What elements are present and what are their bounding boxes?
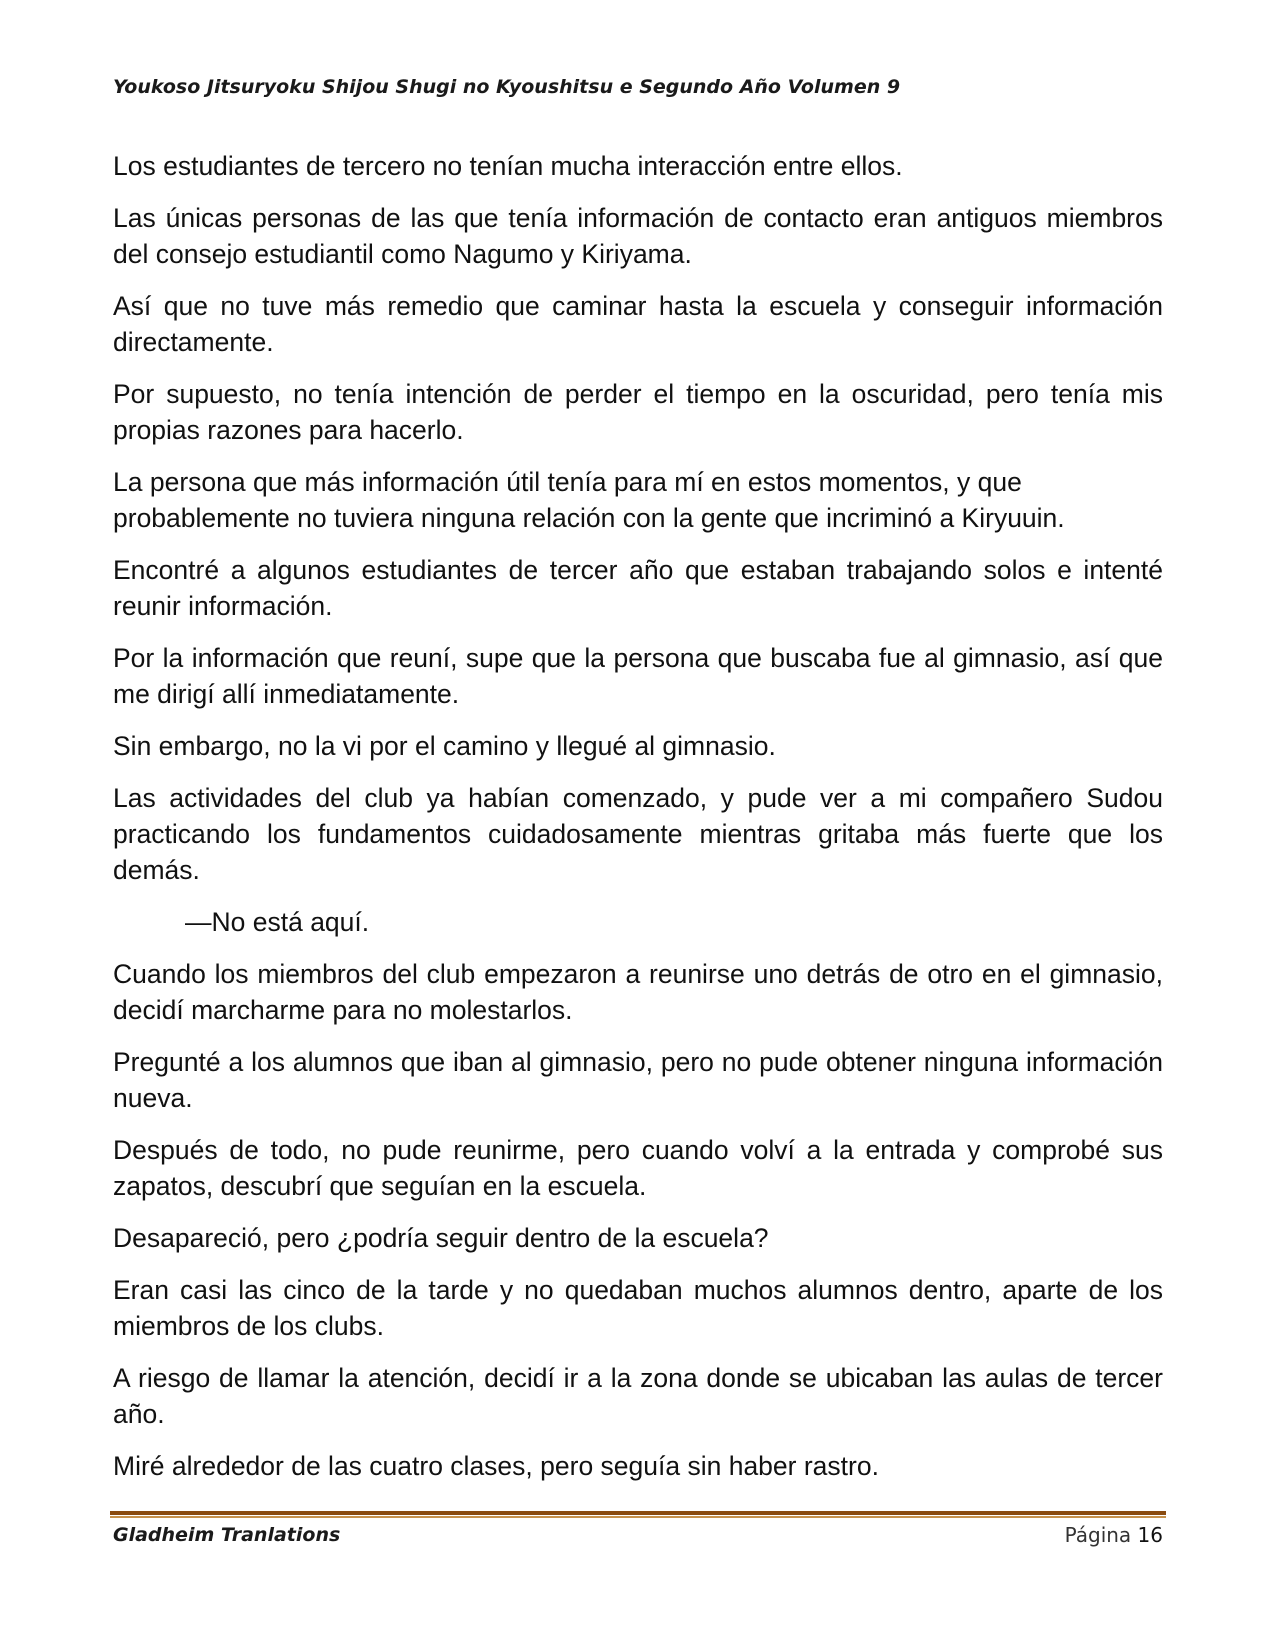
paragraph: Sin embargo, no la vi por el camino y llegué al gimnasio. [113, 731, 776, 761]
paragraph: A riesgo de llamar la atención, decidí ir a la zona donde se ubicaban las aulas de tercer año. [113, 1363, 1163, 1429]
running-header: Youkoso Jitsuryoku Shijou Shugi no Kyoushitsu e Segundo Año Volumen 9 [113, 76, 901, 98]
paragraph: Las actividades del club ya habían comenzado, y pude ver a mi compañero Sudou practicando los fundamentos cuidadosamente mientras gritaba más fuerte que los demás. [113, 783, 1163, 885]
page-indicator [1065, 1521, 1163, 1549]
footer-divider [110, 1511, 1166, 1518]
paragraph: La persona que más información útil tenía para mí en estos momentos, y que probablemente no tuviera ninguna relación con la gente que incriminó a Kiryuuin. [113, 467, 1065, 533]
footer-divider-dark-line [110, 1511, 1166, 1515]
page-number: 16 [1137, 1523, 1163, 1547]
footer-divider-light-line [110, 1516, 1166, 1518]
paragraph: Miré alrededor de las cuatro clases, pero seguía sin haber rastro. [113, 1451, 879, 1481]
footer-credit: Gladheim Tranlations [113, 1524, 341, 1546]
paragraph: Por supuesto, no tenía intención de perder el tiempo en la oscuridad, pero tenía mis propias razones para hacerlo. [113, 379, 1163, 445]
paragraph: Las únicas personas de las que tenía información de contacto eran antiguos miembros del consejo estudiantil como Nagumo y Kiriyama. [113, 203, 1163, 269]
body-text [113, 148, 1163, 1500]
paragraph: Los estudiantes de tercero no tenían mucha interacción entre ellos. [113, 151, 903, 181]
page-label: Página [1064, 1523, 1132, 1547]
paragraph: Desapareció, pero ¿podría seguir dentro de la escuela? [113, 1223, 769, 1253]
paragraph: Encontré a algunos estudiantes de tercer año que estaban trabajando solos e intenté reunir información. [113, 555, 1163, 621]
paragraph: Eran casi las cinco de la tarde y no quedaban muchos alumnos dentro, aparte de los miembros de los clubs. [113, 1275, 1163, 1341]
paragraph: Pregunté a los alumnos que iban al gimnasio, pero no pude obtener ninguna información nueva. [113, 1047, 1163, 1113]
paragraph: Así que no tuve más remedio que caminar hasta la escuela y conseguir información directamente. [113, 291, 1163, 357]
paragraph: Cuando los miembros del club empezaron a reunirse uno detrás de otro en el gimnasio, decidí marcharme para no molestarlos. [113, 959, 1163, 1025]
dialogue-line: —No está aquí. [185, 907, 370, 937]
paragraph: Por la información que reuní, supe que la persona que buscaba fue al gimnasio, así que me dirigí allí inmediatamente. [113, 643, 1163, 709]
paragraph: Después de todo, no pude reunirme, pero cuando volví a la entrada y comprobé sus zapatos, descubrí que seguían en la escuela. [113, 1135, 1163, 1201]
